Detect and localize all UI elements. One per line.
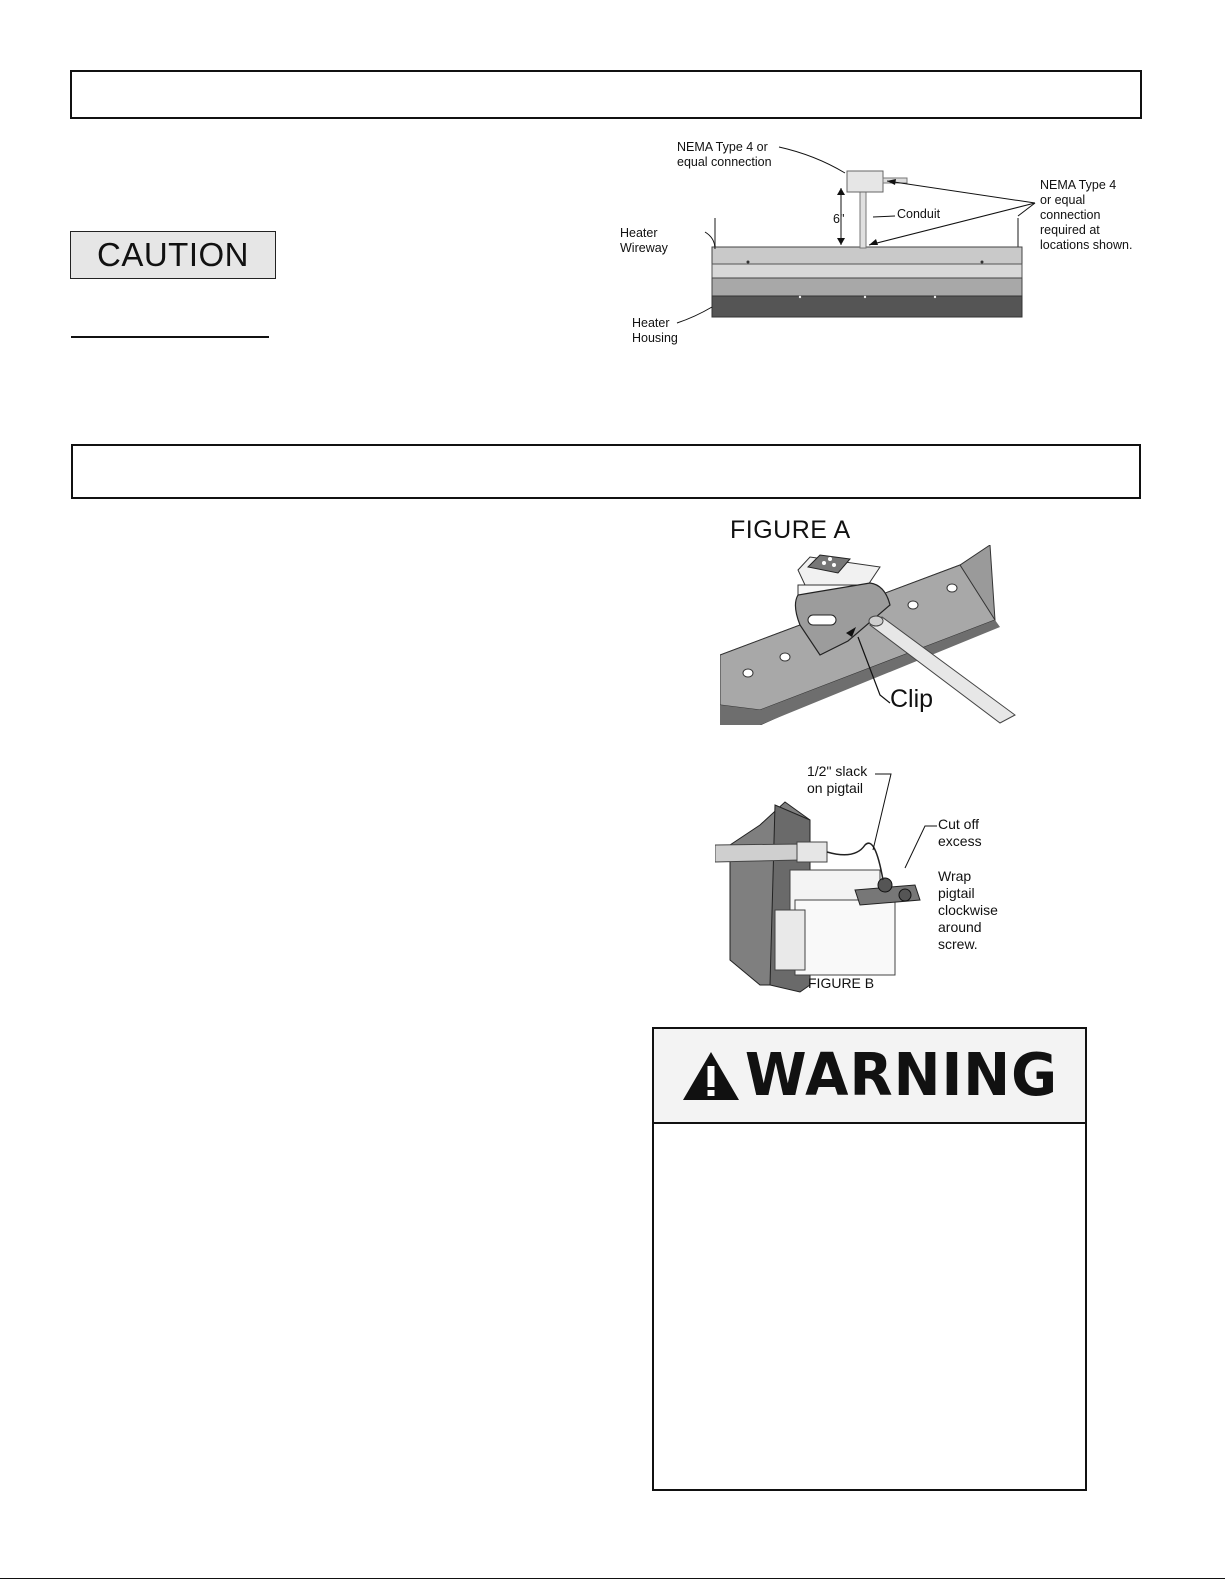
label-distance: 6" (833, 212, 845, 226)
figure-b-wrap-label: Wrap pigtail clockwise around screw. (938, 868, 998, 952)
warning-triangle-icon (681, 1050, 741, 1102)
warning-box (652, 1027, 1087, 1491)
figure-b-title: FIGURE B (808, 975, 875, 991)
figure-a-drawing (720, 545, 1020, 725)
label-nema-right: NEMA Type 4 or equal connection required at locations shown. (1040, 178, 1133, 252)
label-wireway: Heater Wireway (620, 226, 668, 255)
wiring-diagram (615, 135, 1175, 350)
label-nema-top: NEMA Type 4 or equal connection (677, 140, 772, 169)
figure-a-clip-label: Clip (890, 685, 934, 713)
figure-b-illustration (715, 760, 1045, 995)
figure-b-slack-label: 1/2" slack on pigtail (807, 763, 868, 796)
section-header-2 (71, 444, 1141, 499)
figure-a-title: FIGURE A (730, 516, 851, 544)
warning-header (654, 1029, 1085, 1124)
warning-label: WARNING (744, 1041, 1059, 1110)
label-housing: Heater Housing (632, 316, 678, 345)
figure-b-cut-label: Cut off excess (938, 816, 982, 849)
figure-a-illustration (720, 545, 1020, 725)
section-header-1 (70, 70, 1142, 119)
caution-badge: CAUTION (70, 231, 276, 279)
page-bottom-rule (0, 1578, 1225, 1579)
label-conduit: Conduit (897, 207, 941, 221)
heading-underline (71, 336, 269, 338)
